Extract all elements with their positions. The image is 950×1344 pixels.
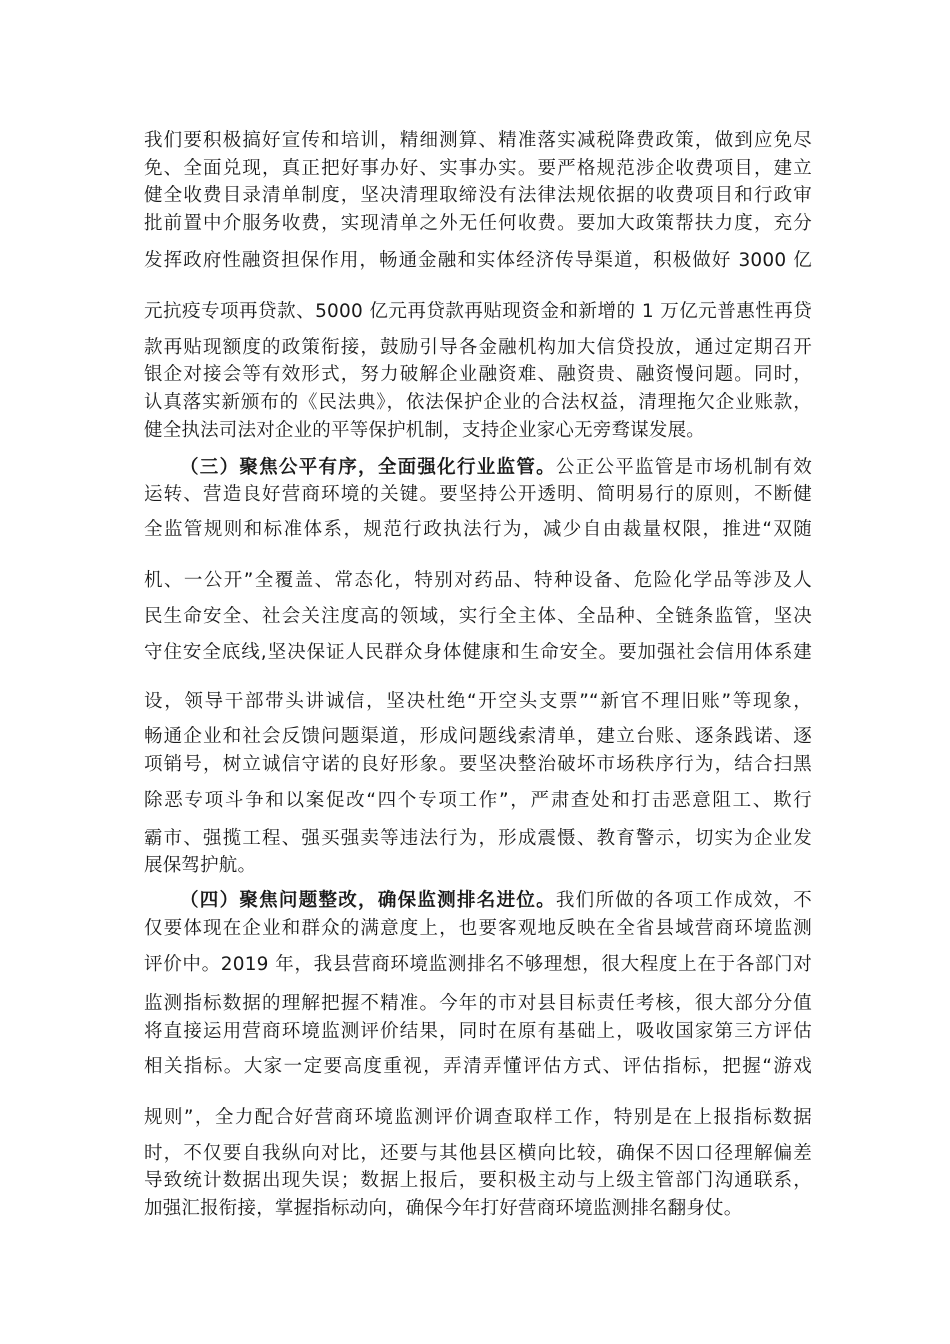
paragraph-line: 项销号，树立诚信守诺的良好形象。要坚决整治破坏市场秩序行为，结合扫黑 bbox=[144, 754, 812, 775]
paragraph-line: 规则”，全力配合好营商环境监测评价调查取样工作，特别是在上报指标数据 bbox=[144, 1107, 812, 1128]
section-3-text: 公正公平监管是市场机制有效 bbox=[555, 457, 812, 478]
paragraph-line: 认真落实新颁布的《民法典》，依法保护企业的合法权益，清理拖欠企业账款， bbox=[144, 392, 812, 413]
paragraph-line: 机、一公开”全覆盖、常态化，特别对药品、特种设备、危险化学品等涉及人 bbox=[144, 570, 812, 591]
paragraph-line: 监测指标数据的理解把握不精准。今年的市对县目标责任考核，很大部分分值 bbox=[144, 993, 812, 1014]
paragraph-line: 我们要积极搞好宣传和培训，精细测算、精准落实减税降费政策，做到应免尽 bbox=[144, 130, 812, 151]
paragraph-line: 畅通企业和社会反馈问题渠道，形成问题线索清单，建立台账、逐条践诺、逐 bbox=[144, 726, 812, 747]
paragraph-line: 发挥政府性融资担保作用，畅通金融和实体经济传导渠道，积极做好 3000 亿 bbox=[144, 250, 812, 271]
paragraph-line: 设，领导干部带头讲诚信，坚决杜绝“开空头支票”“新官不理旧账”等现象， bbox=[144, 691, 812, 712]
paragraph-line: 元抗疫专项再贷款、5000 亿元再贷款再贴现资金和新增的 1 万亿元普惠性再贷 bbox=[144, 301, 812, 322]
paragraph-line: 展保驾护航。 bbox=[144, 855, 257, 876]
paragraph-line: 健全收费目录清单制度，坚决清理取缔没有法律法规依据的收费项目和行政审 bbox=[144, 185, 812, 206]
section-4-text: 我们所做的各项工作成效，不 bbox=[555, 890, 812, 911]
paragraph-line: 相关指标。大家一定要高度重视，弄清弄懂评估方式、评估指标，把握“游戏 bbox=[144, 1056, 812, 1077]
paragraph-line: 全监管规则和标准体系，规范行政执法行为，减少自由裁量权限，推进“双随 bbox=[144, 519, 812, 540]
paragraph-line: 导致统计数据出现失误；数据上报后，要积极主动与上级主管部门沟通联系， bbox=[144, 1170, 812, 1191]
paragraph-line: 银企对接会等有效形式，努力破解企业融资难、融资贵、融资慢问题。同时， bbox=[144, 364, 812, 385]
paragraph-line: 加强汇报衔接，掌握指标动向，确保今年打好营商环境监测排名翻身仗。 bbox=[144, 1198, 743, 1219]
paragraph-line: 除恶专项斗争和以案促改“四个专项工作”，严肃查处和打击恶意阻工、欺行 bbox=[144, 790, 812, 811]
paragraph-line: 将直接运用营商环境监测评价结果，同时在原有基础上，吸收国家第三方评估 bbox=[144, 1021, 812, 1042]
paragraph-line: 评价中。2019 年，我县营商环境监测排名不够理想，很大程度上在于各部门对 bbox=[144, 954, 812, 975]
paragraph-line: 批前置中介服务收费，实现清单之外无任何收费。要加大政策帮扶力度，充分 bbox=[144, 213, 812, 234]
section-3-first-line bbox=[180, 455, 812, 481]
paragraph-line: 霸市、强揽工程、强买强卖等违法行为，形成震慑、教育警示，切实为企业发 bbox=[144, 828, 812, 849]
paragraph-line: 民生命安全、社会关注度高的领域，实行全主体、全品种、全链条监管，坚决 bbox=[144, 606, 812, 627]
paragraph-line: 仅要体现在企业和群众的满意度上，也要客观地反映在全省县域营商环境监测 bbox=[144, 918, 812, 939]
paragraph-line: 款再贴现额度的政策衔接，鼓励引导各金融机构加大信贷投放，通过定期召开 bbox=[144, 337, 812, 358]
paragraph-line: 守住安全底线,坚决保证人民群众身体健康和生命安全。要加强社会信用体系建 bbox=[144, 642, 812, 663]
paragraph-line: 免、全面兑现，真正把好事办好、实事办实。要严格规范涉企收费项目，建立 bbox=[144, 158, 812, 179]
paragraph-line: 运转、营造良好营商环境的关键。要坚持公开透明、简明易行的原则，不断健 bbox=[144, 484, 812, 505]
section-4-heading: （四）聚焦问题整改，确保监测排名进位。 bbox=[180, 890, 556, 911]
paragraph-line: 健全执法司法对企业的平等保护机制，支持企业家心无旁骛谋发展。 bbox=[144, 420, 706, 441]
section-3-heading: （三）聚焦公平有序，全面强化行业监管。 bbox=[180, 457, 556, 478]
paragraph-line: 时，不仅要自我纵向对比，还要与其他县区横向比较，确保不因口径理解偏差 bbox=[144, 1143, 812, 1164]
section-4-first-line bbox=[180, 888, 812, 914]
